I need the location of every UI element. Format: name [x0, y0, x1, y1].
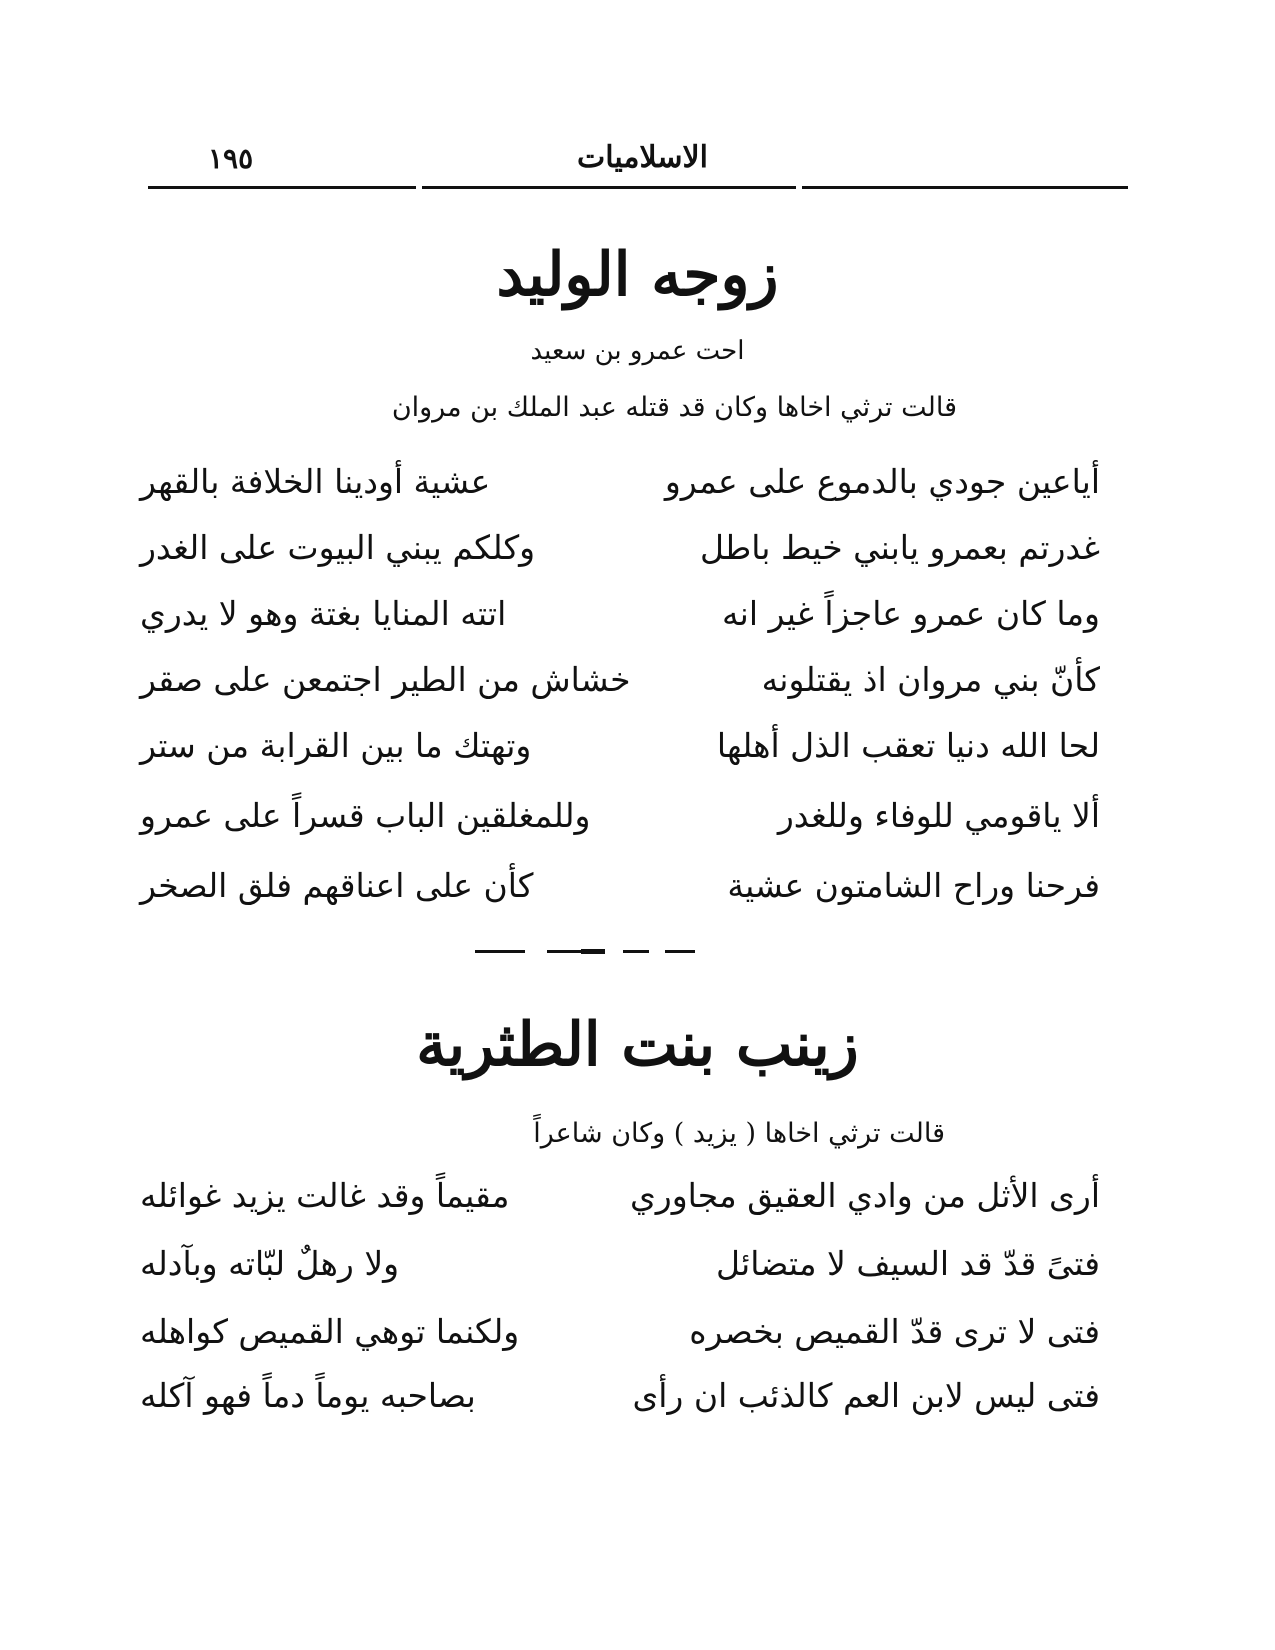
verse-second-hemistich: وكلكم يبني البيوت على الغدر — [140, 528, 536, 567]
verse-second-hemistich: عشية أودينا الخلافة بالقهر — [140, 462, 491, 501]
verse-second-hemistich: وللمغلقين الباب قسراً على عمرو — [140, 796, 591, 835]
verse-second-hemistich: ولا رهلٌ لبّاته وبآدله — [140, 1244, 400, 1283]
verse-first-hemistich: فتىً قدّ قد السيف لا متضائل — [716, 1244, 1100, 1283]
verse-second-hemistich: خشاش من الطير اجتمعن على صقر — [140, 660, 631, 699]
header-title: الاسلاميات — [577, 140, 708, 175]
verse-line — [140, 796, 1100, 856]
section-intro: قالت ترثي اخاها ( يزيد ) وكان شاعراً — [533, 1118, 945, 1149]
page-number: ١٩٥ — [208, 142, 254, 175]
verse-second-hemistich: بصاحبه يوماً دماً فهو آكله — [140, 1376, 476, 1415]
verse-first-hemistich: ألا ياقومي للوفاء وللغدر — [777, 796, 1100, 835]
verse-first-hemistich: فرحنا وراح الشامتون عشية — [727, 866, 1100, 905]
verse-line — [140, 726, 1100, 786]
verse-second-hemistich: ولكنما توهي القميص كواهله — [140, 1312, 520, 1351]
verse-line — [140, 866, 1100, 926]
verse-first-hemistich: أرى الأثل من وادي العقيق مجاوري — [629, 1176, 1100, 1215]
verse-first-hemistich: وما كان عمرو عاجزاً غير انه — [721, 594, 1100, 633]
section-title-zaynab-bint-al-tathriyya: زينب بنت الطثرية — [416, 1010, 859, 1080]
running-header — [148, 140, 1128, 184]
verse-line — [140, 462, 1100, 522]
verse-line — [140, 594, 1100, 654]
section-subtitle: احت عمرو بن سعيد — [530, 336, 745, 366]
section-separator — [475, 950, 695, 956]
verse-first-hemistich: غدرتم بعمرو يابني خيط باطل — [699, 528, 1100, 567]
verse-first-hemistich: لحا الله دنيا تعقب الذل أهلها — [716, 726, 1100, 765]
verse-line — [140, 1244, 1100, 1304]
section-intro: قالت ترثي اخاها وكان قد قتله عبد الملك بن مروان — [391, 392, 957, 423]
verse-line — [140, 1312, 1100, 1372]
verse-line — [140, 1176, 1100, 1236]
verse-second-hemistich: مقيماً وقد غالت يزيد غوائله — [140, 1176, 510, 1215]
verse-second-hemistich: اتته المنايا بغتة وهو لا يدري — [140, 594, 507, 633]
verse-line — [140, 660, 1100, 720]
verse-first-hemistich: فتى ليس لابن العم كالذئب ان رأى — [632, 1376, 1100, 1415]
verse-first-hemistich: كأنّ بني مروان اذ يقتلونه — [761, 660, 1100, 699]
verse-first-hemistich: أياعين جودي بالدموع على عمرو — [664, 462, 1100, 501]
verse-line — [140, 528, 1100, 588]
verse-first-hemistich: فتى لا ترى قدّ القميص بخصره — [689, 1312, 1100, 1351]
verse-second-hemistich: وتهتك ما بين القرابة من ستر — [140, 726, 532, 765]
section-title-zawj-al-walid: زوجه الوليد — [496, 240, 779, 310]
verse-second-hemistich: كأن على اعناقهم فلق الصخر — [140, 866, 534, 905]
header-rule — [148, 186, 1128, 189]
verse-line — [140, 1376, 1100, 1436]
